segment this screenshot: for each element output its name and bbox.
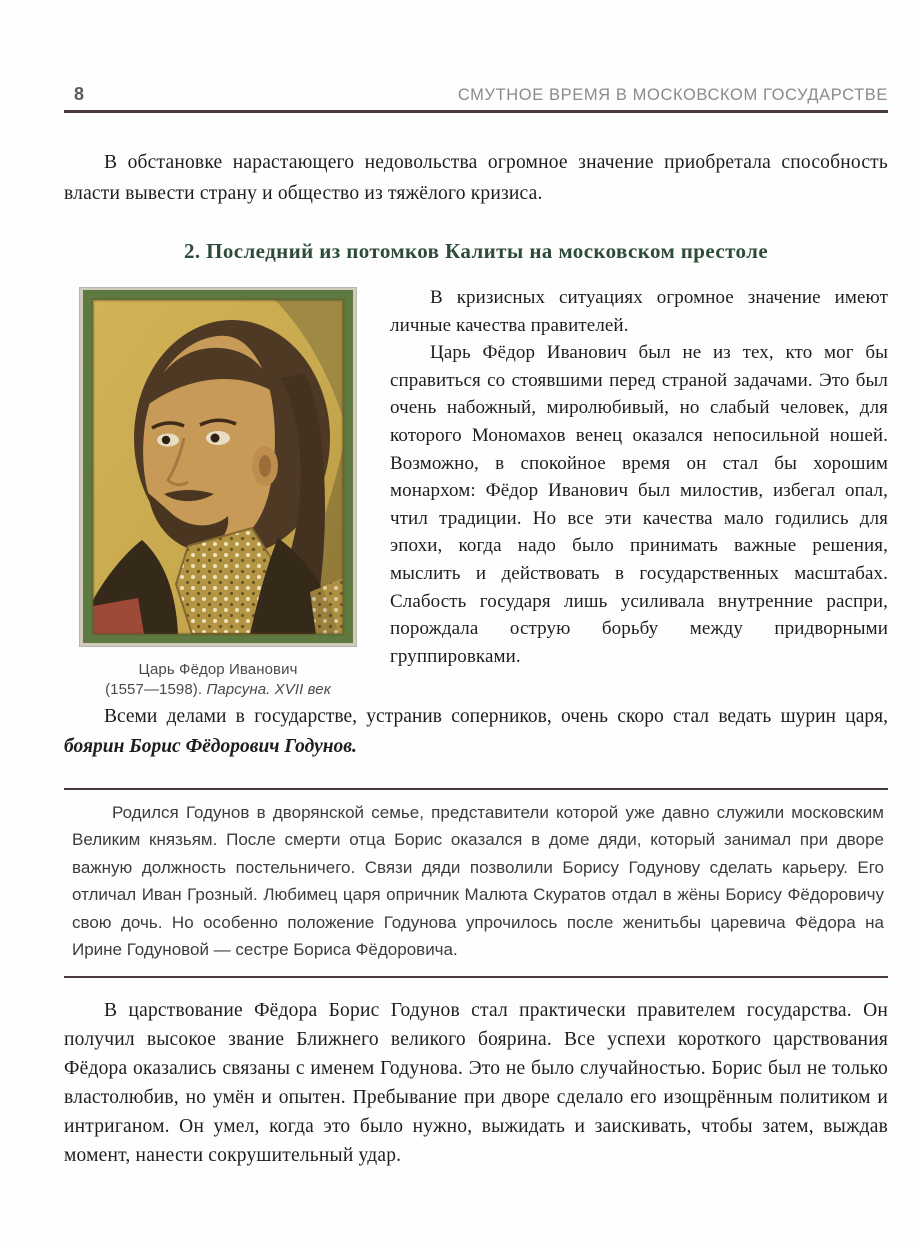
portrait-figure: [70, 288, 366, 700]
caption-line-1: Царь Фёдор Иванович: [138, 661, 298, 678]
box-paragraph: Родился Годунов в дворянской семье, представители которой уже давно служили московским Великим князьям. После смерти отца Борис оказался в доме дяди, который занимал при дворе важную должность постельничего. Связи дяди позволили Борису Годунову сделать карьеру. Его отличал Иван Грозный. Любимец царя опричник Малюта Скуратов отдал в жёны Борису Фёдоровичу свою дочь. Но особенно положение Годунова упрочилось после женитьбы царевича Фёдора на Ирине Годуновой — сестре Бориса Фёдоровича.: [72, 803, 884, 960]
godunov-intro-text: Всеми делами в государстве, устранив соперников, очень скоро стал ведать шурин царя,: [104, 706, 888, 727]
portrait-caption: [70, 660, 366, 700]
caption-line-2-source: Парсуна. XVII век: [206, 681, 331, 698]
closing-paragraph: В царствование Фёдора Борис Годунов стал практически правителем государства. Он получил высокое звание Ближнего великого боярина. Все успехи короткого царствования Фёдора оказались связаны с именем Годунова. Это не было случайностью. Борис был не только властолюбив, но умён и опытен. Пребывание при дворе сделало его изощрённым политиком и интриганом. Он умел, когда это было нужно, выжидать и заискивать, чтобы затем, выждав момент, нанести сокрушительный удар.: [64, 1000, 888, 1167]
godunov-intro-paragraph: [64, 702, 888, 762]
page-header: [64, 84, 888, 113]
godunov-biography-box: [64, 788, 888, 978]
caption-line-2-dates: (1557—1598).: [105, 681, 207, 698]
godunov-name-emphasis: боярин Борис Фёдорович Годунов.: [64, 736, 357, 757]
section-heading: 2. Последний из потомков Калиты на московском престоле: [183, 239, 769, 263]
intro-paragraph: В обстановке нарастающего недовольства огромное значение приобретала способность власти вывести страну и общество из тяжёлого кризиса.: [64, 152, 888, 204]
body-paragraph: В кризисных ситуациях огромное значение имеют личные качества правителей.: [390, 287, 888, 336]
running-title: СМУТНОЕ ВРЕМЯ В МОСКОВСКОМ ГОСУДАРСТВЕ: [457, 86, 888, 104]
section-body: [64, 284, 888, 698]
page-number: 8: [74, 84, 85, 104]
tsar-fedor-portrait-image: [80, 288, 356, 646]
body-paragraph: Царь Фёдор Иванович был не из тех, кто мог бы справиться со стоявшими перед страной задачами. Это был очень набожный, миролюбивый, но слабый человек, для которого Мономахов венец оказался непосильной ношей. Возможно, в спокойное время он стал бы хорошим монархом: Фёдор Иванович был милостив, избегал опал, чтил традиции. Но все эти качества мало годились для эпохи, когда надо было принимать важные решения, мыслить и действовать в государственных масштабах. Слабость государя лишь усиливала внутренние распри, порождала острую борьбу между придворными группировками.: [390, 342, 888, 667]
